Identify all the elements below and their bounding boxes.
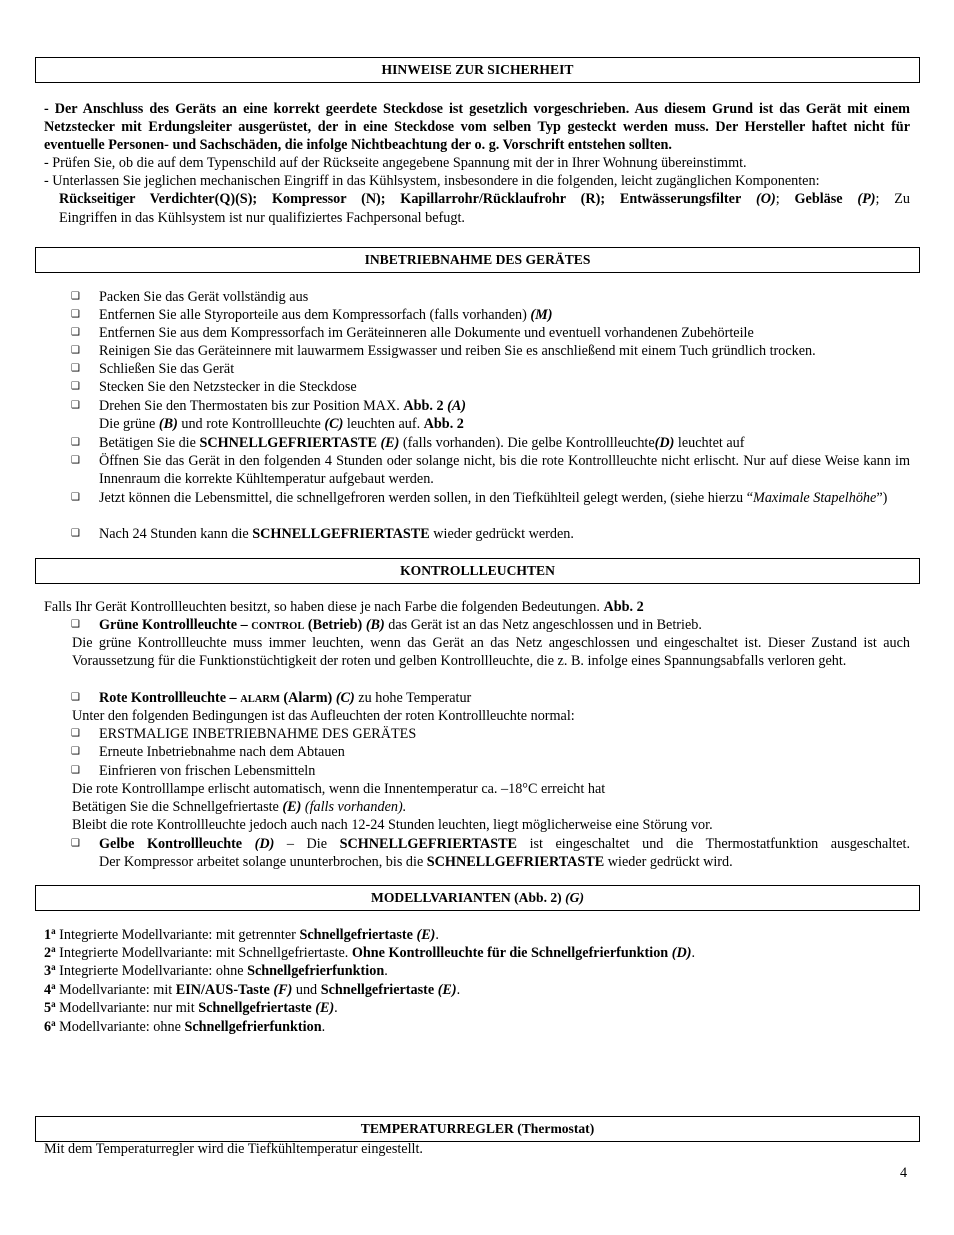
checkbox-icon: ❑ xyxy=(71,363,80,374)
components-text: Rückseitiger Verdichter(Q)(S); Kompressor (N); Kapillarrohr/Rücklaufrohr (R); Entwässerungsfilter xyxy=(59,191,742,207)
ordinal: a xyxy=(51,999,56,1009)
model-variant-3 xyxy=(44,962,388,980)
ref-b: (B) xyxy=(158,416,178,432)
model-variant-1 xyxy=(44,926,439,944)
startup-step-2 xyxy=(99,306,552,324)
ref-b: (B) xyxy=(365,617,385,633)
ref-e: (E) xyxy=(376,435,400,451)
text: leuchten auf. xyxy=(343,416,424,432)
text: Modellvariante: ohne xyxy=(55,1019,185,1035)
step-7-text: Drehen Sie den Thermostaten bis zur Position MAX. xyxy=(99,398,404,414)
variant-number: 6 xyxy=(44,1019,52,1035)
section-header-lights: KONTROLLLEUCHTEN xyxy=(35,558,920,584)
variant-number: 5 xyxy=(44,1000,52,1016)
text: Gelbe Kontrollleuchte xyxy=(99,836,243,852)
model-variant-6 xyxy=(44,1018,325,1036)
startup-step-11 xyxy=(99,525,574,543)
green-light-heading xyxy=(99,616,702,636)
checkbox-icon: ❑ xyxy=(71,619,80,630)
text: Integrierte Modellvariante: mit Schnellgefriertaste. xyxy=(55,945,352,961)
text: ”) xyxy=(876,490,888,506)
checkbox-icon: ❑ xyxy=(71,400,80,411)
variant-number: 3 xyxy=(44,963,52,979)
red-light-auto-off: Die rote Kontrolllampe erlischt automatisch, wenn die Innentemperatur ca. –18°C erreicht hat xyxy=(72,781,606,797)
text: ist eingeschaltet und die Thermostatfunktion ausgeschaltet. xyxy=(517,836,910,852)
text: . xyxy=(456,982,461,998)
fig-ref: Abb. 2 xyxy=(423,416,464,432)
startup-step-3: Entfernen Sie aus dem Kompressorfach im Geräteinneren alle Dokumente und eventuell vorhandenen Zubehörteile xyxy=(99,325,754,341)
step-2-text: Entfernen Sie alle Styroporteile aus dem Kompressorfach (falls vorhanden) xyxy=(99,307,531,323)
text: (falls vorhanden). Die gelbe Kontrollleuchte xyxy=(399,435,655,451)
ref: (E) xyxy=(412,927,436,943)
quickfreeze-key: SCHNELLGEFRIERTASTE xyxy=(339,836,518,852)
text: leuchtet auf xyxy=(674,435,745,451)
text: wieder gedrückt wird. xyxy=(604,854,733,870)
fig-ref: Abb. 2 xyxy=(603,599,644,615)
text: Jetzt können die Lebensmittel, die schnellgefroren werden sollen, in den Tiefkühlteil gelegt werden, (siehe hierzu “ xyxy=(99,490,753,506)
separator-zu: ; Zu xyxy=(875,191,910,207)
red-light-fault: Bleibt die rote Kontrollleuchte jedoch auch nach 12-24 Stunden leuchten, liegt möglicherweise eine Störung vor. xyxy=(72,817,713,833)
safety-paragraph-cooling-intro: - Unterlassen Sie jeglichen mechanischen Eingriff in das Kühlsystem, insbesondere in die folgenden, leicht zugänglichen Komponenten: xyxy=(44,173,820,189)
text: – Die xyxy=(274,836,340,852)
text: (Alarm) xyxy=(279,690,336,706)
checkbox-icon: ❑ xyxy=(71,455,80,466)
text: Betätigen Sie die Schnellgefriertaste xyxy=(72,799,283,815)
green-light-text: Die grüne Kontrollleuchte muss immer leuchten, wenn das Gerät an das Netz angeschlossen und eingeschaltet ist. Dieser Zustand ist auch Voraussetzung für die Funktionstüchtigkeit der roten und gelben Kontrollleuchte, die z. B. infolge eines Spannungsabfalls verloren geht. xyxy=(72,635,910,669)
startup-step-7 xyxy=(99,397,466,415)
startup-step-10 xyxy=(99,489,910,507)
text: das Gerät ist an das Netz angeschlossen und in Betrieb. xyxy=(384,617,702,633)
control-label: CONTROL xyxy=(251,621,305,632)
ref-c: (C) xyxy=(324,416,344,432)
text: . xyxy=(691,945,695,961)
feature: Schnellgefriertaste xyxy=(320,982,435,998)
component-p-ref: (P) xyxy=(842,191,876,207)
component-fan: Gebläse xyxy=(794,191,843,207)
section-header-safety: HINWEISE ZUR SICHERHEIT xyxy=(35,57,920,83)
startup-step-9: Öffnen Sie das Gerät in den folgenden 4 Stunden oder solange nicht, bis die rote Kontrollleuchte nicht erlischt. Nur auf diese Weise kann im Innenraum die korrekte Kühltemperatur aufgebaut werden. xyxy=(99,453,910,487)
ref-g: (G) xyxy=(565,890,584,905)
ordinal: a xyxy=(51,1018,56,1028)
fig-ref: Abb. 2 xyxy=(403,398,444,414)
ordinal: a xyxy=(51,981,56,991)
text: Integrierte Modellvariante: mit getrennter xyxy=(55,927,300,943)
thermostat-text: Mit dem Temperaturregler wird die Tiefkühltemperatur eingestellt. xyxy=(44,1141,423,1157)
variant-number: 1 xyxy=(44,927,52,943)
ref-a: (A) xyxy=(443,398,467,414)
page-number: 4 xyxy=(900,1165,908,1181)
text: . xyxy=(435,927,439,943)
ref-d: (D) xyxy=(242,836,275,852)
checkbox-icon: ❑ xyxy=(71,492,80,503)
variant-number: 2 xyxy=(44,945,52,961)
checkbox-icon: ❑ xyxy=(71,746,80,757)
max-stack-height: Maximale Stapelhöhe xyxy=(753,490,877,506)
checkbox-icon: ❑ xyxy=(71,728,80,739)
ref-c: (C) xyxy=(335,690,355,706)
checkbox-icon: ❑ xyxy=(71,765,80,776)
red-light-intro: Unter den folgenden Bedingungen ist das Aufleuchten der roten Kontrollleuchte normal: xyxy=(72,708,575,724)
text: Die grüne xyxy=(99,416,159,432)
text: MODELLVARIANTEN (Abb. 2) xyxy=(370,890,566,905)
feature: Schnellgefriertaste xyxy=(299,927,413,943)
checkbox-icon: ❑ xyxy=(71,345,80,356)
feature: Schnellgefrierfunktion xyxy=(247,963,385,979)
section-header-thermostat: TEMPERATURREGLER (Thermostat) xyxy=(35,1116,920,1142)
startup-step-1: Packen Sie das Gerät vollständig aus xyxy=(99,289,309,305)
checkbox-icon: ❑ xyxy=(71,838,80,849)
red-light-heading xyxy=(99,689,471,709)
safety-components-line xyxy=(59,190,910,208)
separator: ; xyxy=(775,191,795,207)
checkbox-icon: ❑ xyxy=(71,437,80,448)
text: . xyxy=(384,963,388,979)
text: Modellvariante: mit xyxy=(55,982,176,998)
yellow-light-heading xyxy=(99,835,910,853)
component-o-ref: (O) xyxy=(756,191,776,207)
red-condition-3: Einfrieren von frischen Lebensmitteln xyxy=(99,763,316,779)
model-variant-4 xyxy=(44,981,460,999)
text: und rote Kontrollleuchte xyxy=(177,416,325,432)
text: Der Kompressor arbeitet solange ununterbrochen, bis die xyxy=(99,854,427,870)
lights-intro xyxy=(44,598,644,616)
alarm-label: ALARM xyxy=(240,694,280,705)
startup-step-4: Reinigen Sie das Geräteinnere mit lauwarmem Essigwasser und reiben Sie es anschließend mit einem Tuch gründlich trocken. xyxy=(99,343,816,359)
model-variant-5 xyxy=(44,999,338,1017)
ref: (E) xyxy=(311,1000,335,1016)
safety-paragraph-voltage: - Prüfen Sie, ob die auf dem Typenschild auf der Rückseite angegebene Spannung mit der in Ihrer Wohnung übereinstimmt. xyxy=(44,155,747,171)
quickfreeze-key: SCHNELLGEFRIERTASTE xyxy=(426,854,605,870)
safety-qualified-personnel: Eingriffen in das Kühlsystem ist nur qualifiziertes Fachpersonal befugt. xyxy=(59,210,465,226)
text: Rote Kontrollleuchte – xyxy=(99,690,241,706)
startup-step-7-cont xyxy=(99,415,464,433)
feature: Schnellgefrierfunktion xyxy=(184,1019,322,1035)
text: Integrierte Modellvariante: ohne xyxy=(55,963,248,979)
checkbox-icon: ❑ xyxy=(71,381,80,392)
ordinal: a xyxy=(51,962,56,972)
feature: EIN/AUS-Taste xyxy=(175,982,270,998)
ref-e: (E) xyxy=(282,799,302,815)
red-light-quickfreeze xyxy=(72,798,406,816)
section-header-startup: INBETRIEBNAHME DES GERÄTES xyxy=(35,247,920,273)
quickfreeze-key: SCHNELLGEFRIERTASTE xyxy=(252,526,430,542)
text: und xyxy=(292,982,321,998)
startup-step-5: Schließen Sie das Gerät xyxy=(99,361,235,377)
text: zu hohe Temperatur xyxy=(354,690,472,706)
ref: (E) xyxy=(434,982,457,998)
startup-step-8 xyxy=(99,434,745,452)
text: . xyxy=(334,1000,338,1016)
text: Betätigen Sie die xyxy=(99,435,200,451)
ref-d: (D) xyxy=(654,435,675,451)
quickfreeze-key: SCHNELLGEFRIERTASTE xyxy=(199,435,377,451)
safety-paragraph-grounding: - Der Anschluss des Geräts an eine korrekt geerdete Steckdose ist gesetzlich vorgeschrieben. Aus diesem Grund ist das Gerät mit einem Netzstecker mit Erdungsleiter ausgerüstet, der in eine Steckdose vom selben Typ gesteckt werden muss. Der Hersteller haftet nicht für eventuelle Personen- und Sachschäden, die infolge Nichtbeachtung der o. g. Vorschrift entstehen sollten. xyxy=(44,101,910,154)
red-condition-2: Erneute Inbetriebnahme nach dem Abtauen xyxy=(99,744,345,760)
checkbox-icon: ❑ xyxy=(71,692,80,703)
section-header-models xyxy=(35,885,920,911)
feature: Ohne Kontrollleuchte für die Schnellgefrierfunktion xyxy=(351,945,669,961)
ref: (D) xyxy=(668,945,692,961)
text: wieder gedrückt werden. xyxy=(429,526,574,542)
text: . xyxy=(321,1019,326,1035)
text: Grüne Kontrollleuchte – xyxy=(99,617,252,633)
red-condition-1: ERSTMALIGE INBETRIEBNAHME DES GERÄTES xyxy=(99,726,417,742)
text: Nach 24 Stunden kann die xyxy=(99,526,253,542)
checkbox-icon: ❑ xyxy=(71,309,80,320)
ordinal: a xyxy=(51,944,56,954)
ordinal: a xyxy=(51,926,56,936)
model-variant-2 xyxy=(44,944,695,962)
variant-number: 4 xyxy=(44,982,52,998)
checkbox-icon: ❑ xyxy=(71,291,80,302)
text: Modellvariante: nur mit xyxy=(55,1000,199,1016)
startup-step-6: Stecken Sie den Netzstecker in die Steckdose xyxy=(99,379,357,395)
ref: (F) xyxy=(269,982,293,998)
text: (Betrieb) xyxy=(304,617,366,633)
feature: Schnellgefriertaste xyxy=(198,1000,312,1016)
checkbox-icon: ❑ xyxy=(71,528,80,539)
yellow-light-text xyxy=(99,853,733,871)
checkbox-icon: ❑ xyxy=(71,327,80,338)
step-2-ref: (M) xyxy=(530,307,553,323)
text: Falls Ihr Gerät Kontrollleuchten besitzt, so haben diese je nach Farbe die folgenden Bedeutungen. xyxy=(44,599,604,615)
text: (falls vorhanden). xyxy=(301,799,407,815)
